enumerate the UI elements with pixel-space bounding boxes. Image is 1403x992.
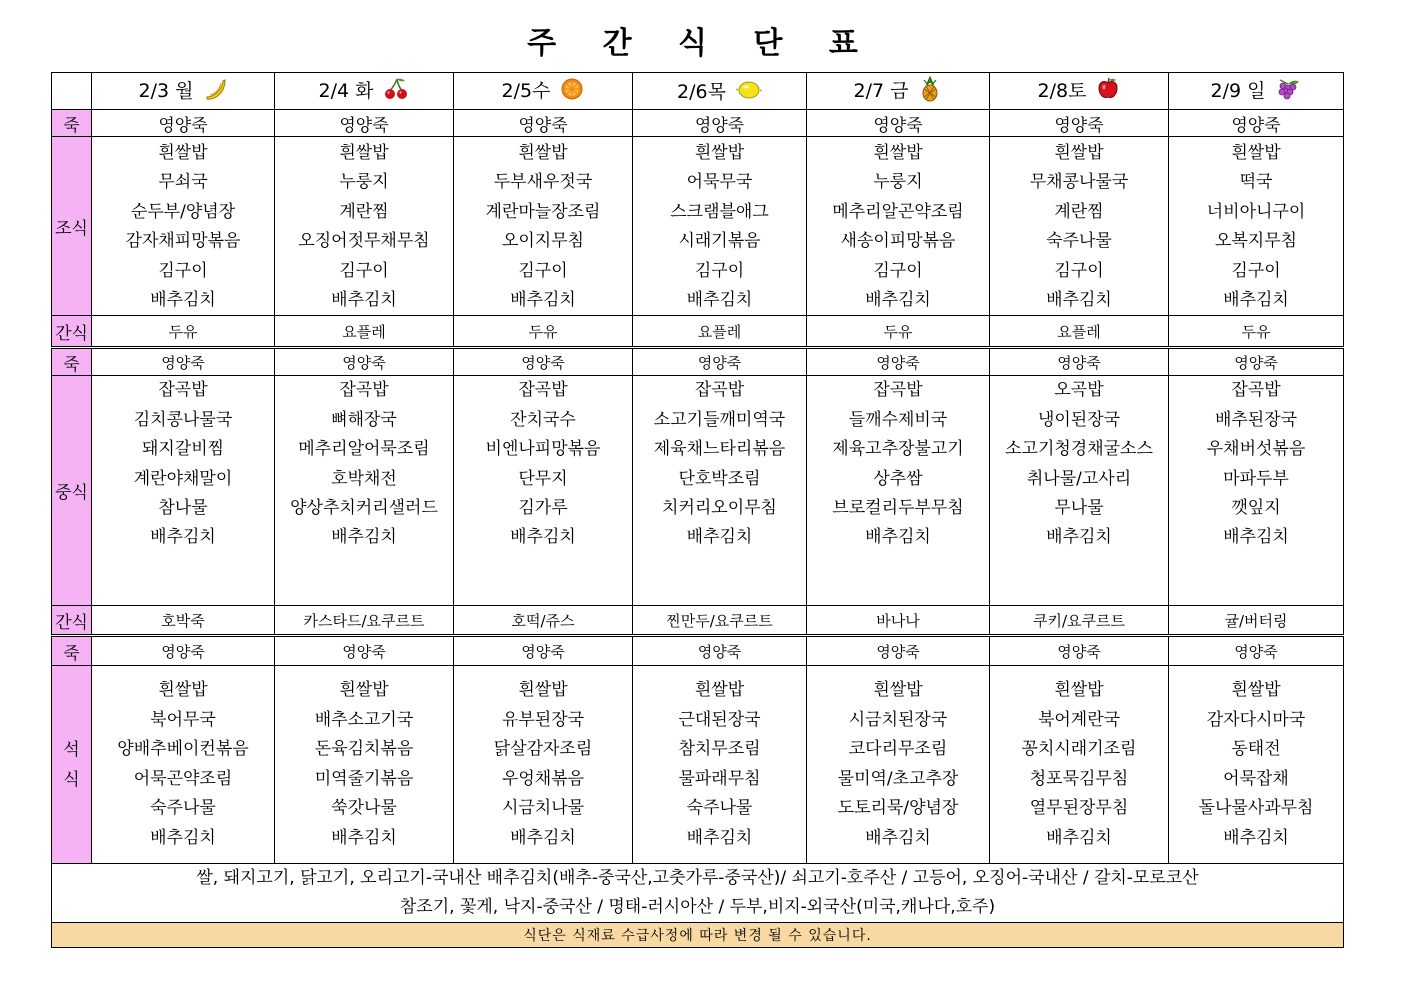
day-label: 2/7 금	[853, 79, 909, 102]
menu-item: 양상추치커리샐러드	[290, 497, 438, 518]
morning-porridge-cell	[633, 110, 807, 137]
morning-porridge-label	[52, 110, 92, 137]
evening-porridge-item: 영양죽	[161, 642, 205, 661]
menu-item: 계란야채말이	[133, 468, 233, 489]
origin-info	[52, 864, 1344, 923]
menu-item: 어묵곤약조림	[133, 768, 233, 789]
noon-porridge-item: 영양죽	[697, 353, 742, 372]
lunch-cell	[92, 376, 275, 606]
menu-item: 단무지	[518, 468, 568, 489]
morning-porridge-cell	[92, 110, 275, 137]
dinner-cell	[92, 666, 275, 864]
menu-item: 배추김치	[865, 289, 931, 310]
lemon-icon	[736, 79, 762, 106]
menu-item: 흰쌀밥	[158, 143, 208, 163]
menu-item: 브로컬리두부무침	[832, 497, 964, 518]
menu-item: 숙주나물	[150, 798, 216, 819]
menu-item: 흰쌀밥	[873, 143, 923, 163]
menu-item: 돈육김치볶음	[314, 739, 414, 760]
evening-porridge-item: 영양죽	[1057, 642, 1101, 661]
menu-item: 흰쌀밥	[873, 680, 923, 701]
morning-porridge-cell	[990, 110, 1169, 137]
morning-snack-cell	[1169, 316, 1344, 348]
evening-porridge-cell	[92, 636, 275, 666]
menu-item: 돼지갈비찜	[141, 439, 225, 460]
menu-item: 배추김치	[510, 289, 576, 310]
menu-item: 누룽지	[339, 172, 389, 193]
menu-item: 김구이	[873, 260, 923, 281]
origin-line: 참조기, 꽃게, 낙지-중국산 / 명태-러시아산 / 두부,비지-외국산(미국,캐나다,호주)	[399, 897, 996, 918]
menu-item: 배추김치	[1046, 827, 1112, 848]
morning-snack-item: 요플레	[342, 322, 386, 341]
menu-item: 무채콩나물국	[1029, 172, 1129, 193]
menu-item: 배추김치	[150, 527, 216, 548]
menu-item: 시금치된장국	[848, 709, 948, 730]
menu-item: 계란찜	[339, 201, 389, 222]
menu-item: 상추쌈	[873, 468, 923, 489]
afternoon-snack-label	[52, 606, 92, 636]
day-label: 2/6목	[677, 80, 726, 103]
dinner-cell	[454, 666, 633, 864]
evening-porridge-cell	[990, 636, 1169, 666]
noon-porridge-cell	[454, 348, 633, 376]
menu-item: 김구이	[339, 260, 389, 281]
menu-item: 우엉채볶음	[501, 768, 585, 789]
day-header	[990, 73, 1169, 110]
evening-porridge-cell	[633, 636, 807, 666]
menu-item: 배추김치	[150, 289, 216, 310]
day-label: 2/9 일	[1210, 80, 1266, 102]
menu-item: 떡국	[1239, 172, 1273, 193]
menu-item: 배추김치	[1046, 289, 1112, 310]
menu-item: 메추리알어묵조림	[298, 439, 430, 460]
menu-item: 오곡밥	[1054, 380, 1104, 401]
menu-item: 코다리무조림	[848, 739, 948, 760]
morning-porridge-item: 영양죽	[694, 115, 745, 136]
menu-item: 잡곡밥	[1231, 380, 1281, 401]
menu-item: 너비아니구이	[1206, 201, 1306, 222]
breakfast-cell	[633, 137, 807, 316]
afternoon-snack-item: 호박죽	[161, 611, 205, 630]
menu-item: 배추김치	[1223, 827, 1289, 848]
menu-item: 깻잎지	[1231, 497, 1281, 518]
afternoon-snack-cell	[990, 606, 1169, 636]
menu-item: 잡곡밥	[518, 380, 568, 401]
day-header	[807, 73, 990, 110]
row-label-text: 죽	[63, 643, 80, 664]
menu-item: 북어무국	[150, 709, 216, 730]
menu-item: 호박채전	[331, 468, 397, 489]
menu-item: 미역줄기볶음	[314, 768, 414, 789]
page-title: 주 간 식 단 표	[527, 26, 876, 61]
evening-porridge-cell	[807, 636, 990, 666]
morning-snack-item: 두유	[1241, 322, 1271, 341]
menu-item: 꽁치시래기조림	[1021, 739, 1137, 760]
evening-porridge-cell	[1169, 636, 1344, 666]
noon-porridge-item: 영양죽	[1234, 353, 1278, 372]
noon-porridge-item: 영양죽	[1057, 353, 1101, 372]
apple-icon	[1096, 77, 1120, 106]
menu-item: 오징어젓무채무침	[298, 231, 430, 252]
lunch-cell	[807, 376, 990, 606]
menu-item: 감자다시마국	[1206, 709, 1306, 730]
afternoon-snack-cell	[633, 606, 807, 636]
day-header	[1169, 73, 1344, 110]
menu-item: 김구이	[518, 260, 568, 281]
breakfast-cell	[1169, 137, 1344, 316]
menu-item: 배추김치	[510, 527, 576, 548]
menu-item: 무나물	[1054, 497, 1104, 518]
menu-item: 배추김치	[1046, 527, 1112, 548]
menu-item: 양배추베이컨볶음	[117, 739, 249, 760]
afternoon-snack-item: 호떡/쥬스	[511, 611, 575, 630]
menu-item: 닭살감자조림	[493, 739, 593, 760]
menu-item: 배추김치	[865, 827, 931, 848]
breakfast-cell	[807, 137, 990, 316]
change-notice	[52, 923, 1344, 948]
row-label-text: 식	[63, 769, 80, 790]
morning-snack-item: 두유	[883, 322, 913, 341]
menu-item: 잡곡밥	[339, 380, 389, 401]
menu-item: 잔치국수	[510, 409, 576, 430]
evening-porridge-item: 영양죽	[697, 642, 742, 661]
menu-item: 참치무조림	[678, 739, 761, 760]
noon-porridge-cell	[633, 348, 807, 376]
afternoon-snack-cell	[807, 606, 990, 636]
evening-porridge-item: 영양죽	[876, 642, 920, 661]
row-label-text: 간식	[55, 323, 88, 344]
menu-item: 유부된장국	[501, 709, 585, 730]
menu-item: 흰쌀밥	[339, 680, 389, 701]
afternoon-snack-cell	[1169, 606, 1344, 636]
menu-item: 배추김치	[331, 827, 397, 848]
menu-item: 흰쌀밥	[339, 143, 389, 163]
morning-porridge-item: 영양죽	[518, 115, 568, 136]
afternoon-snack-item: 찐만두/요쿠르트	[666, 611, 773, 630]
menu-item: 물파래무침	[678, 768, 761, 789]
grape-icon	[1275, 77, 1301, 106]
menu-item: 배추된장국	[1214, 409, 1298, 430]
menu-item: 도토리묵/양념장	[837, 798, 959, 819]
afternoon-snack-item: 귤/버터링	[1224, 611, 1288, 630]
breakfast-cell	[275, 137, 454, 316]
dinner-cell	[633, 666, 807, 864]
menu-item: 흰쌀밥	[518, 143, 568, 163]
morning-porridge-item: 영양죽	[339, 115, 389, 136]
noon-porridge-cell	[807, 348, 990, 376]
menu-item: 잡곡밥	[694, 380, 745, 401]
menu-item: 참나물	[158, 497, 208, 518]
morning-snack-cell	[633, 316, 807, 348]
menu-item: 치커리오이무침	[662, 497, 777, 518]
menu-item: 오이지무침	[501, 231, 585, 252]
row-label-text: 중식	[55, 483, 88, 504]
menu-item: 마파두부	[1223, 468, 1289, 489]
menu-item: 김치콩나물국	[133, 409, 233, 430]
menu-item: 흰쌀밥	[1054, 143, 1104, 163]
menu-item: 제육고추장불고기	[832, 439, 964, 460]
menu-item: 단호박조림	[678, 468, 761, 489]
day-header	[454, 73, 633, 110]
menu-item: 배추김치	[686, 289, 753, 310]
morning-porridge-item: 영양죽	[1231, 115, 1281, 136]
morning-porridge-cell	[807, 110, 990, 137]
menu-item: 흰쌀밥	[158, 680, 208, 701]
menu-item: 흰쌀밥	[694, 680, 745, 701]
menu-item: 들깨수제비국	[848, 409, 948, 430]
afternoon-snack-cell	[92, 606, 275, 636]
morning-porridge-cell	[454, 110, 633, 137]
menu-item: 근대된장국	[678, 709, 761, 730]
afternoon-snack-item: 카스타드/요쿠르트	[303, 611, 425, 630]
menu-item: 어묵무국	[686, 172, 753, 193]
breakfast-label	[52, 137, 92, 316]
menu-item: 무쇠국	[158, 172, 208, 193]
lunch-cell	[275, 376, 454, 606]
menu-item: 배추김치	[331, 527, 397, 548]
menu-item: 김구이	[694, 260, 745, 281]
morning-snack-item: 요플레	[697, 322, 742, 341]
menu-item: 흰쌀밥	[1231, 143, 1281, 163]
row-label-text: 죽	[63, 115, 80, 136]
morning-snack-item: 두유	[168, 322, 198, 341]
dinner-cell	[1169, 666, 1344, 864]
morning-snack-cell	[807, 316, 990, 348]
menu-item: 새송이피망볶음	[840, 231, 956, 252]
menu-item: 배추김치	[1223, 527, 1289, 548]
menu-item: 소고기들깨미역국	[653, 409, 786, 430]
noon-porridge-cell	[990, 348, 1169, 376]
menu-item: 배추김치	[865, 527, 931, 548]
menu-item: 제육채느타리볶음	[653, 439, 786, 460]
breakfast-cell	[990, 137, 1169, 316]
morning-snack-item: 요플레	[1057, 322, 1101, 341]
day-header	[92, 73, 275, 110]
menu-item: 오복지무침	[1214, 231, 1298, 252]
noon-porridge-item: 영양죽	[521, 353, 565, 372]
menu-item: 뼈해장국	[331, 409, 397, 430]
menu-item: 시금치나물	[501, 798, 585, 819]
orange-icon	[560, 77, 584, 106]
menu-item: 흰쌀밥	[518, 680, 568, 701]
menu-item: 동태전	[1231, 739, 1281, 760]
menu-item: 배추소고기국	[314, 709, 414, 730]
banana-icon	[203, 77, 227, 106]
morning-porridge-item: 영양죽	[873, 115, 923, 136]
menu-item: 우채버섯볶음	[1206, 439, 1306, 460]
evening-porridge-item: 영양죽	[342, 642, 386, 661]
morning-porridge-item: 영양죽	[158, 115, 208, 136]
menu-item: 흰쌀밥	[694, 143, 745, 163]
noon-porridge-item: 영양죽	[876, 353, 920, 372]
breakfast-cell	[92, 137, 275, 316]
evening-porridge-label	[52, 636, 92, 666]
day-label: 2/4 화	[318, 80, 374, 102]
dinner-label	[52, 666, 92, 864]
breakfast-cell	[454, 137, 633, 316]
afternoon-snack-item: 쿠키/요쿠르트	[1033, 611, 1125, 630]
evening-porridge-cell	[454, 636, 633, 666]
morning-snack-cell	[275, 316, 454, 348]
lunch-cell	[633, 376, 807, 606]
day-header	[275, 73, 454, 110]
afternoon-snack-item: 바나나	[876, 611, 920, 630]
menu-item: 스크램블애그	[670, 201, 769, 222]
day-label: 2/8토	[1037, 80, 1087, 102]
weekly-menu-table	[51, 72, 1344, 948]
day-header	[633, 73, 807, 110]
menu-item: 김구이	[1054, 260, 1104, 281]
notice-text: 식단은 식재료 수급사정에 따라 변경 될 수 있습니다.	[523, 928, 872, 945]
menu-item: 숙주나물	[1046, 231, 1112, 252]
dinner-cell	[990, 666, 1169, 864]
evening-porridge-item: 영양죽	[1234, 642, 1278, 661]
noon-porridge-item: 영양죽	[342, 353, 386, 372]
morning-snack-item: 두유	[528, 322, 558, 341]
morning-porridge-cell	[1169, 110, 1344, 137]
menu-item: 배추김치	[686, 527, 753, 548]
cherry-icon	[383, 77, 409, 106]
row-label-text: 석	[63, 739, 80, 760]
menu-item: 누룽지	[873, 172, 923, 193]
menu-item: 배추김치	[510, 827, 576, 848]
corner-cell	[52, 73, 92, 110]
menu-item: 열무된장무침	[1029, 798, 1129, 819]
morning-snack-label	[52, 316, 92, 348]
afternoon-snack-cell	[275, 606, 454, 636]
morning-snack-cell	[454, 316, 633, 348]
menu-item: 배추김치	[686, 827, 753, 848]
menu-item: 숙주나물	[686, 798, 753, 819]
row-label-text: 간식	[55, 612, 88, 633]
menu-item: 시래기볶음	[678, 231, 761, 252]
menu-item: 배추김치	[331, 289, 397, 310]
menu-item: 감자채피망볶음	[125, 231, 241, 252]
menu-item: 흰쌀밥	[1231, 680, 1281, 701]
day-label: 2/3 월	[138, 80, 194, 102]
menu-item: 돌나물사과무침	[1198, 798, 1314, 819]
dinner-cell	[807, 666, 990, 864]
menu-item: 북어계란국	[1037, 709, 1121, 730]
afternoon-snack-cell	[454, 606, 633, 636]
lunch-cell	[454, 376, 633, 606]
menu-item: 잡곡밥	[158, 380, 208, 401]
pineapple-icon	[918, 76, 942, 107]
lunch-cell	[1169, 376, 1344, 606]
menu-item: 배추김치	[150, 827, 216, 848]
lunch-label	[52, 376, 92, 606]
origin-line: 쌀, 돼지고기, 닭고기, 오리고기-국내산 배추김치(배추-중국산,고춧가루-중국산)/ 쇠고기-호주산 / 고등어, 오징어-국내산 / 갈치-모로코산	[196, 868, 1199, 889]
menu-item: 냉이된장국	[1037, 409, 1121, 430]
menu-item: 쑥갓나물	[331, 798, 397, 819]
morning-porridge-cell	[275, 110, 454, 137]
menu-item: 김구이	[1231, 260, 1281, 281]
menu-item: 잡곡밥	[873, 380, 923, 401]
row-label-text: 죽	[63, 354, 80, 375]
menu-item: 두부새우젓국	[493, 172, 593, 193]
day-label: 2/5수	[501, 80, 551, 102]
noon-porridge-cell	[1169, 348, 1344, 376]
noon-porridge-cell	[92, 348, 275, 376]
menu-item: 청포묵김무침	[1029, 768, 1129, 789]
menu-item: 소고기청경채굴소스	[1005, 439, 1153, 460]
menu-item: 비엔나피망볶음	[485, 439, 601, 460]
noon-porridge-cell	[275, 348, 454, 376]
dinner-cell	[275, 666, 454, 864]
menu-item: 계란찜	[1054, 201, 1104, 222]
row-label-text: 조식	[55, 218, 88, 239]
lunch-cell	[990, 376, 1169, 606]
menu-item: 계란마늘장조림	[485, 201, 601, 222]
morning-snack-cell	[990, 316, 1169, 348]
menu-item: 배추김치	[1223, 289, 1289, 310]
morning-snack-cell	[92, 316, 275, 348]
noon-porridge-item: 영양죽	[161, 353, 205, 372]
menu-item: 김가루	[518, 497, 568, 518]
morning-porridge-item: 영양죽	[1054, 115, 1104, 136]
noon-porridge-label	[52, 348, 92, 376]
menu-item: 어묵잡채	[1223, 768, 1289, 789]
menu-item: 메추리알곤약조림	[832, 201, 964, 222]
evening-porridge-item: 영양죽	[521, 642, 565, 661]
evening-porridge-cell	[275, 636, 454, 666]
menu-item: 김구이	[158, 260, 208, 281]
menu-item: 순두부/양념장	[130, 201, 236, 222]
menu-item: 물미역/초고추장	[837, 768, 959, 789]
menu-item: 흰쌀밥	[1054, 680, 1104, 701]
menu-item: 취나물/고사리	[1026, 468, 1132, 489]
